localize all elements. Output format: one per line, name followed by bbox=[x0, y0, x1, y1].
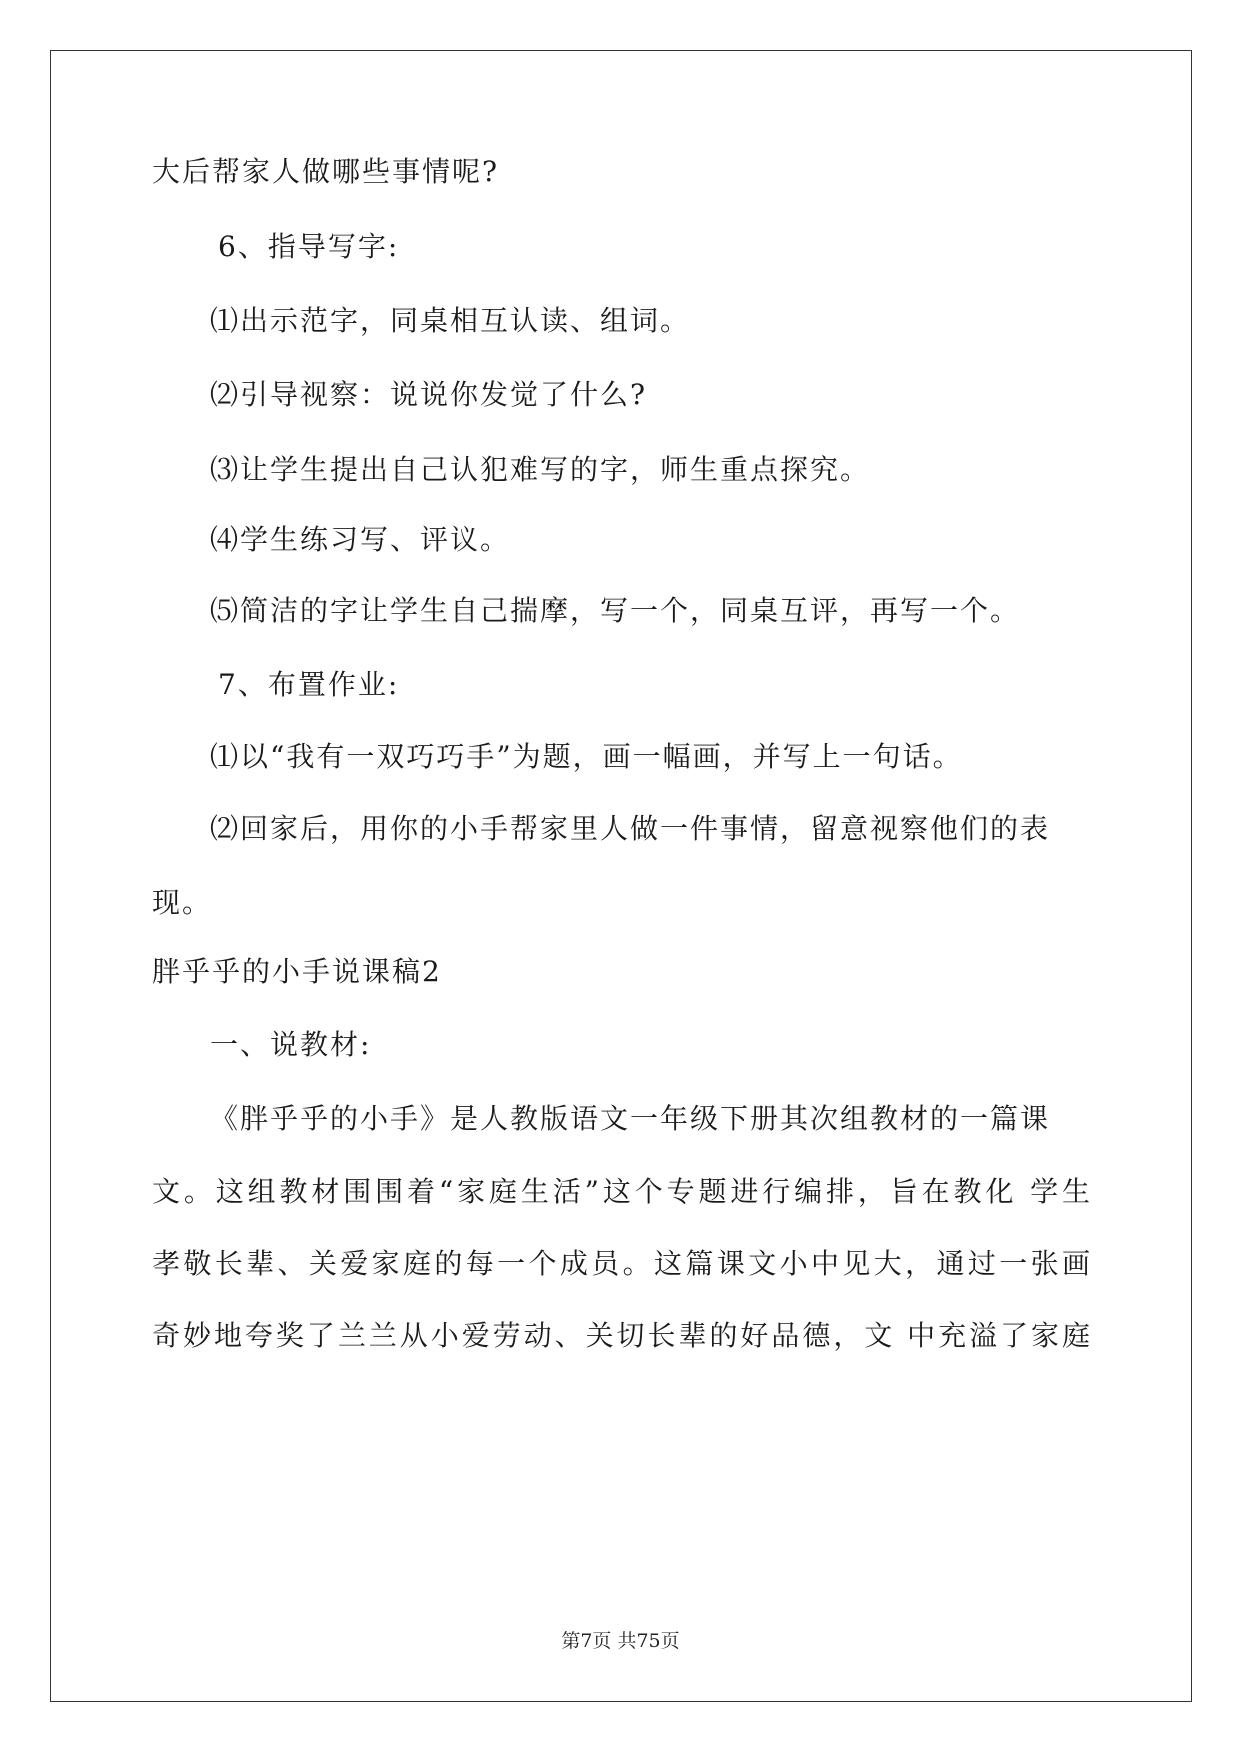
text-line: 孝敬长辈、关爱家庭的每一个成员。这篇课文小中见大，通过一张画 bbox=[152, 1247, 1090, 1280]
text-line: ⑷学生练习写、评议。 bbox=[210, 523, 511, 556]
text-line: ⑸简洁的字让学生自己揣摩，写一个，同桌互评，再写一个。 bbox=[210, 594, 1021, 627]
text-line: ⑵引导视察：说说你发觉了什么? bbox=[210, 378, 648, 411]
text-line: ⑴出示范字，同桌相互认读、组词。 bbox=[210, 304, 691, 337]
section-heading: 6、指导写字: bbox=[218, 230, 400, 263]
text-line: 大后帮家人做哪些事情呢? bbox=[152, 155, 500, 188]
page-border bbox=[50, 50, 1192, 1702]
text-line: 文。这组教材围围着“家庭生活”这个专题进行编排，旨在教化 学生 bbox=[152, 1175, 1090, 1208]
text-line: ⑴以“我有一双巧巧手”为题，画一幅画，并写上一句话。 bbox=[210, 740, 963, 773]
text-line: ⑶让学生提出自己认犯难写的字，师生重点探究。 bbox=[210, 453, 871, 486]
text-line: ⑵回家后，用你的小手帮家里人做一件事情，留意视察他们的表 bbox=[210, 812, 1051, 845]
page-footer: 第7页 共75页 bbox=[561, 1630, 680, 1652]
section-heading: 7、布置作业: bbox=[218, 668, 400, 701]
section-heading: 一、说教材: bbox=[210, 1028, 372, 1061]
document-subtitle: 胖乎乎的小手说课稿2 bbox=[152, 955, 442, 988]
text-line: 《胖乎乎的小手》是人教版语文一年级下册其次组教材的一篇课 bbox=[210, 1102, 1051, 1135]
text-line: 奇妙地夸奖了兰兰从小爱劳动、关切长辈的好品德，文 中充溢了家庭 bbox=[152, 1319, 1090, 1352]
text-line: 现。 bbox=[152, 886, 213, 919]
